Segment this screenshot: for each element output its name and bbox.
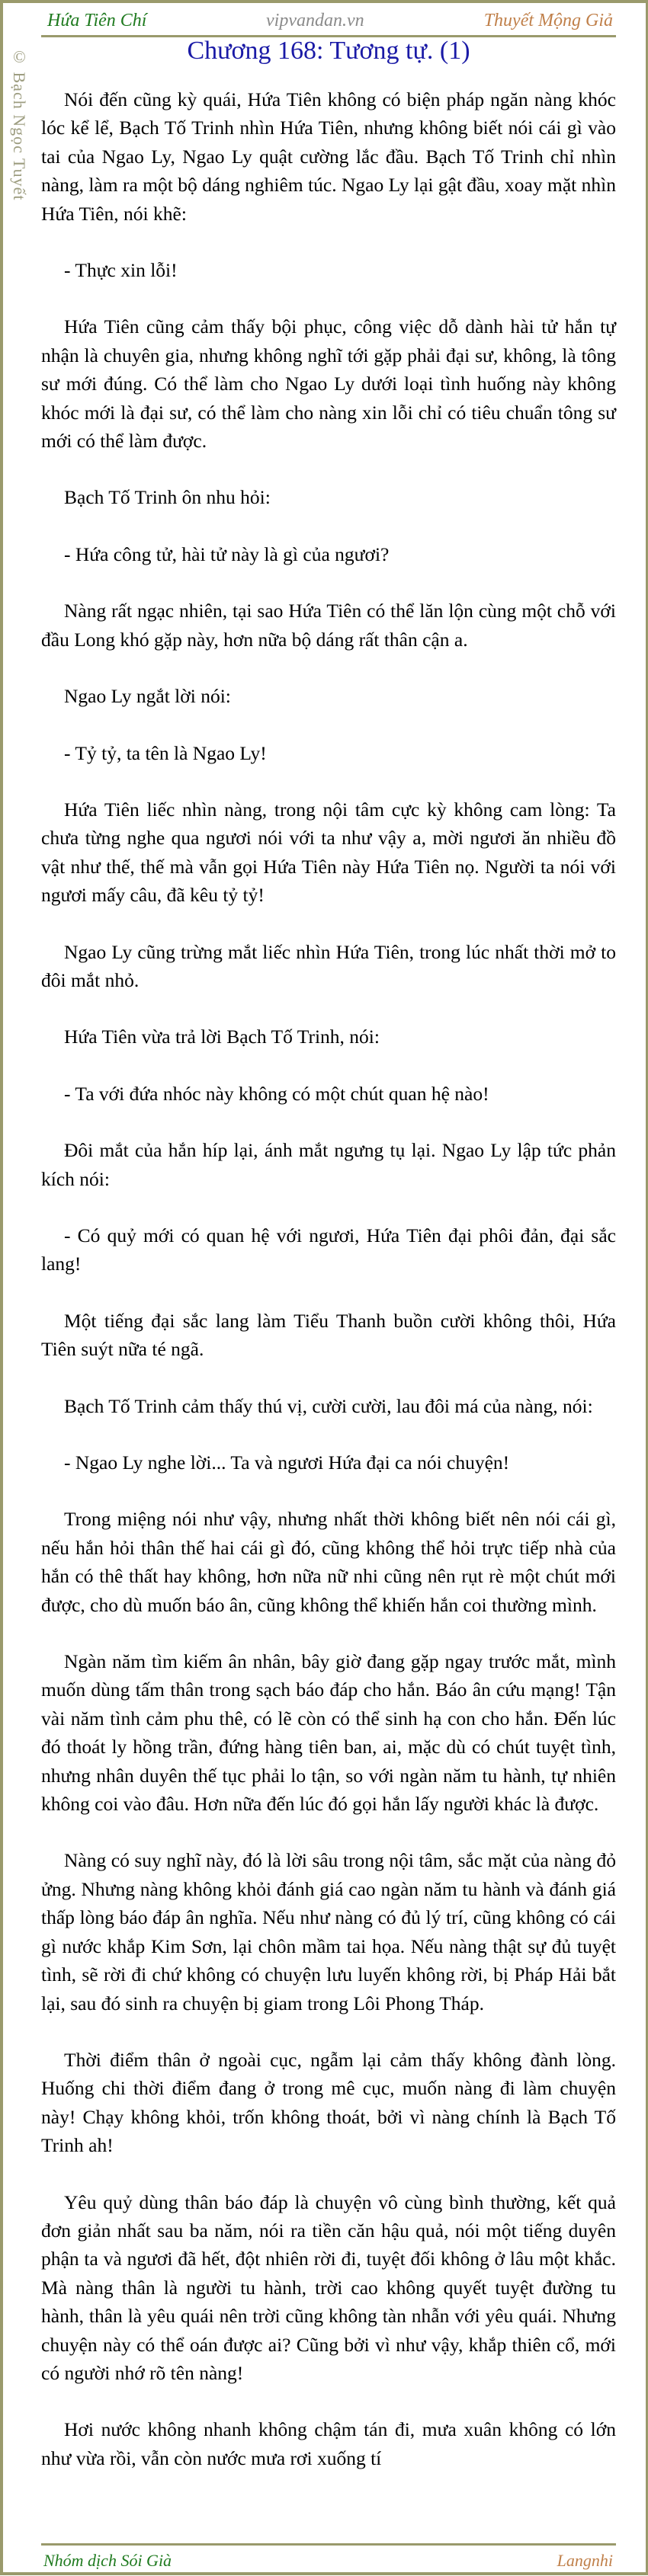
paragraph: Hơi nước không nhanh không chậm tán đi, mưa xuân không có lớn như vừa rồi, vẫn còn nước mưa rơi xuống tí (41, 2418, 616, 2469)
paragraph: - Hứa công tử, hài tử này là gì của ngươi? (64, 542, 390, 565)
site-name: vipvandan.vn (266, 11, 364, 30)
paragraph: Một tiếng đại sắc lang làm Tiểu Thanh buồn cười không thôi, Hứa Tiên suýt nữa té ngã. (41, 1309, 616, 1361)
paragraph: Ngàn năm tìm kiếm ân nhân, bây giờ đang gặp ngay trước mắt, mình muốn dùng tấm thân trong sạch báo đáp cho hắn. Báo ân cứu mạng! Tận vài năm tình cảm phu thê, có lẽ còn có thể sinh hạ con cho hắn. Đến lúc đó thoát ly hồng trần, đứng hàng tiên ban, ai, mặc dù có chút tuyệt tình, nhưng nhân duyên thế tục phải lo tận, so với ngàn năm tu hành, tự nhiên không coi vào đâu. Hơn nữa đến lúc đó gọi hắn lấy người khác là được. (41, 1650, 616, 1816)
paragraph: Bạch Tố Trinh ôn nhu hỏi: (64, 486, 271, 509)
page-footer (41, 2543, 616, 2576)
paragraph: - Ngao Ly nghe lời... Ta và ngươi Hứa đại ca nói chuyện! (64, 1451, 510, 1474)
paragraph: Hứa Tiên vừa trả lời Bạch Tố Trinh, nói: (64, 1026, 380, 1048)
paragraph: Trong miệng nói như vậy, nhưng nhất thời không biết nên nói cái gì, nếu hắn hỏi thân thế hai cái gì đó, cũng không thể hỏi trực tiếp nhà của hắn có thê thất hay không, hơn nữa nữ nhi cũng nên rụt rè một chút mới được, cho dù muốn báo ân, cũng không thể khiến hắn coi thường mình. (41, 1508, 616, 1616)
paragraph: Nàng có suy nghĩ này, đó là lời sâu trong nội tâm, sắc mặt của nàng đỏ ửng. Nhưng nàng không khỏi đánh giá cao ngàn năm tu hành và đánh giá thấp lòng báo đáp ân nghĩa. Nếu như nàng có đủ lý trí, cũng không có cái gì nước khắp Kim Sơn, lại chôn mầm tai họa. Nếu nàng thật sự đủ tuyệt tình, sẽ rời đi chứ không có chuyện lưu luyến không rời, bị Pháp Hải bắt lại, sau đó sinh ra chuyện bị giam trong Lôi Phong Tháp. (41, 1849, 616, 2014)
paragraph: - Ta với đứa nhóc này không có một chút quan hệ nào! (64, 1082, 489, 1105)
paragraph: Nàng rất ngạc nhiên, tại sao Hứa Tiên có thể lăn lộn cùng một chỗ với đầu Long khó gặp này, hơn nữa bộ dáng rất thân cận a. (41, 600, 616, 651)
paragraph: Đôi mắt của hắn híp lại, ánh mắt ngưng tụ lại. Ngao Ly lập tức phản kích nói: (41, 1139, 616, 1190)
paragraph: Yêu quỷ dùng thân báo đáp là chuyện vô cùng bình thường, kết quả đơn giản nhất sau ba năm, nói ra tiền căn hậu quả, nói một tiếng duyên phận ta và ngươi đã hết, đột nhiên rời đi, tuyệt đối không ở lâu một khắc. Mà nàng thân là người tu hành, trời cao không quyết tuyệt đường tu hành, thân là yêu quái nên trời cũng không tàn nhẫn với yêu quái. Nhưng chuyện này có thể oán được ai? Cũng bởi vì như vậy, khắp thiên cổ, mới có người nhớ rõ tên nàng! (41, 2190, 616, 2384)
paragraph: - Tỷ tỷ, ta tên là Ngao Ly! (64, 741, 267, 764)
translator-group: Nhóm dịch Sói Già (43, 2551, 172, 2570)
chapter-content (41, 85, 616, 2501)
book-title: Hứa Tiên Chí (47, 11, 147, 30)
paragraph: - Thực xin lỗi! (64, 259, 178, 282)
paragraph: Hứa Tiên cũng cảm thấy bội phục, công việc dỗ dành hài tử hắn tự nhận là chuyên gia, nhưng không nghĩ tới gặp phải đại sư, không, là tông sư mới đúng. Có thể làm cho Ngao Ly dưới loại tình huống này không khóc mới là đại sư, có thể làm cho nàng xin lỗi chỉ có tiêu chuẩn tông sư mới có thể làm được. (41, 315, 616, 453)
paragraph: Nói đến cũng kỳ quái, Hứa Tiên không có biện pháp ngăn nàng khóc lóc kể lể, Bạch Tố Trinh nhìn Hứa Tiên, nhưng không biết nói cái gì vào tai của Ngao Ly, Ngao Ly quật cường lắc đầu. Bạch Tố Trinh chỉ nhìn nàng, làm ra một bộ dáng nghiêm túc. Ngao Ly lại gật đầu, xoay mặt nhìn Hứa Tiên, nói khẽ: (41, 88, 616, 225)
editor-name: Langnhi (557, 2551, 613, 2570)
paragraph: - Có quỷ mới có quan hệ với ngươi, Hứa Tiên đại phôi đản, đại sắc lang! (41, 1224, 616, 1275)
paragraph: Ngao Ly cũng trừng mắt liếc nhìn Hứa Tiên, trong lúc nhất thời mở to đôi mắt nhỏ. (41, 940, 616, 991)
paragraph: Thời điểm thân ở ngoài cục, ngẫm lại cảm thấy không đành lòng. Huống chi thời điểm đang ở trong mê cục, muốn nàng đi làm chuyện này! Chạy không khỏi, trốn không thoát, bởi vì nàng chính là Bạch Tố Trinh ah! (41, 2048, 616, 2157)
chapter-title: Chương 168: Tương tự. (1) (187, 37, 470, 65)
copyright-watermark: © Bạch Ngọc Tuyết (10, 47, 29, 201)
page-header (41, 8, 616, 37)
paragraph: Bạch Tố Trinh cảm thấy thú vị, cười cười, lau đôi má của nàng, nói: (64, 1394, 593, 1417)
paragraph: Ngao Ly ngắt lời nói: (64, 685, 231, 708)
author-name: Thuyết Mộng Giả (483, 11, 613, 30)
paragraph: Hứa Tiên liếc nhìn nàng, trong nội tâm cực kỳ không cam lòng: Ta chưa từng nghe qua ngươi nói với ta như vậy a, mời ngươi ăn nhiều đồ vật như thế, thế mà vẫn gọi Hứa Tiên này Hứa Tiên nọ. Người ta nói với ngươi mấy câu, đã kêu tỷ tỷ! (41, 798, 616, 907)
